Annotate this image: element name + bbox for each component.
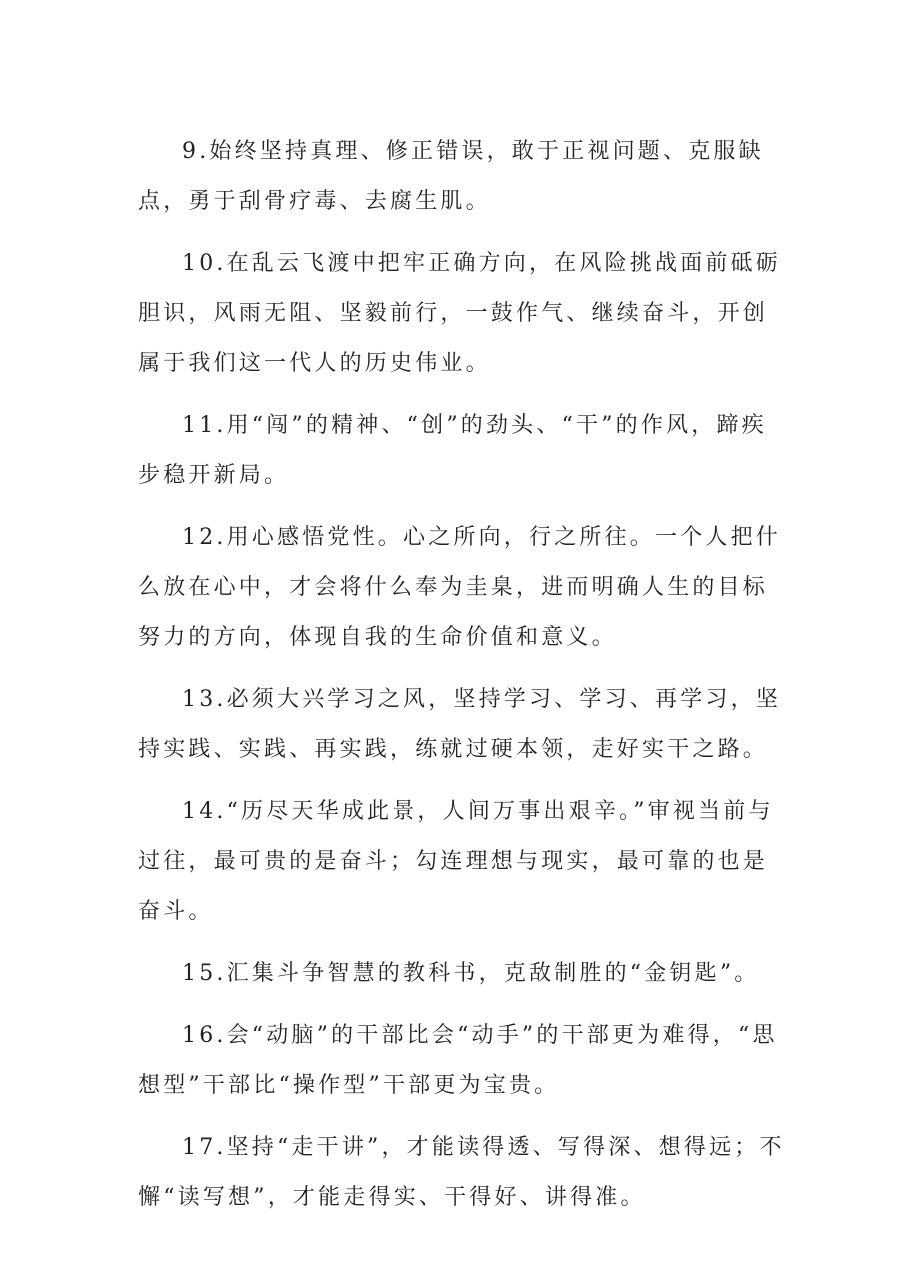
paragraph-17: 17.坚持“走干讲”，才能读得透、写得深、想得远；不懈“读写想”，才能走得实、干得好、讲得准。 xyxy=(138,1135,785,1210)
paragraph-9: 9.始终坚持真理、修正错误，敢于正视问题、克服缺点，勇于刮骨疗毒、去腐生肌。 xyxy=(138,139,764,214)
paragraph-12: 12.用心感悟党性。心之所向，行之所往。一个人把什么放在心中，才会将什么奉为圭臬，进而明确人生的目标努力的方向，体现自我的生命价值和意义。 xyxy=(138,525,781,650)
paragraph-15: 15.汇集斗争智慧的教科书，克敌制胜的“金钥匙”。 xyxy=(182,961,760,986)
paragraph-10: 10.在乱云飞渡中把牢正确方向，在风险挑战面前砥砺胆识，风雨无阻、坚毅前行，一鼓作气、继续奋斗，开创属于我们这一代人的历史伟业。 xyxy=(138,251,781,376)
paragraph-13: 13.必须大兴学习之风，坚持学习、学习、再学习，坚持实践、实践、再实践，练就过硬本领，走好实干之路。 xyxy=(138,687,781,762)
document-body xyxy=(138,127,788,1235)
paragraph-16: 16.会“动脑”的干部比会“动手”的干部更为难得，“思想型”干部比“操作型”干部更为宝贵。 xyxy=(138,1023,778,1098)
paragraph-14: 14.“历尽天华成此景，人间万事出艰辛。”审视当前与过往，最可贵的是奋斗；勾连理想与现实，最可靠的也是奋斗。 xyxy=(138,799,774,924)
paragraph-11: 11.用“闯”的精神、“创”的劲头、“干”的作风，蹄疾步稳开新局。 xyxy=(138,413,767,488)
